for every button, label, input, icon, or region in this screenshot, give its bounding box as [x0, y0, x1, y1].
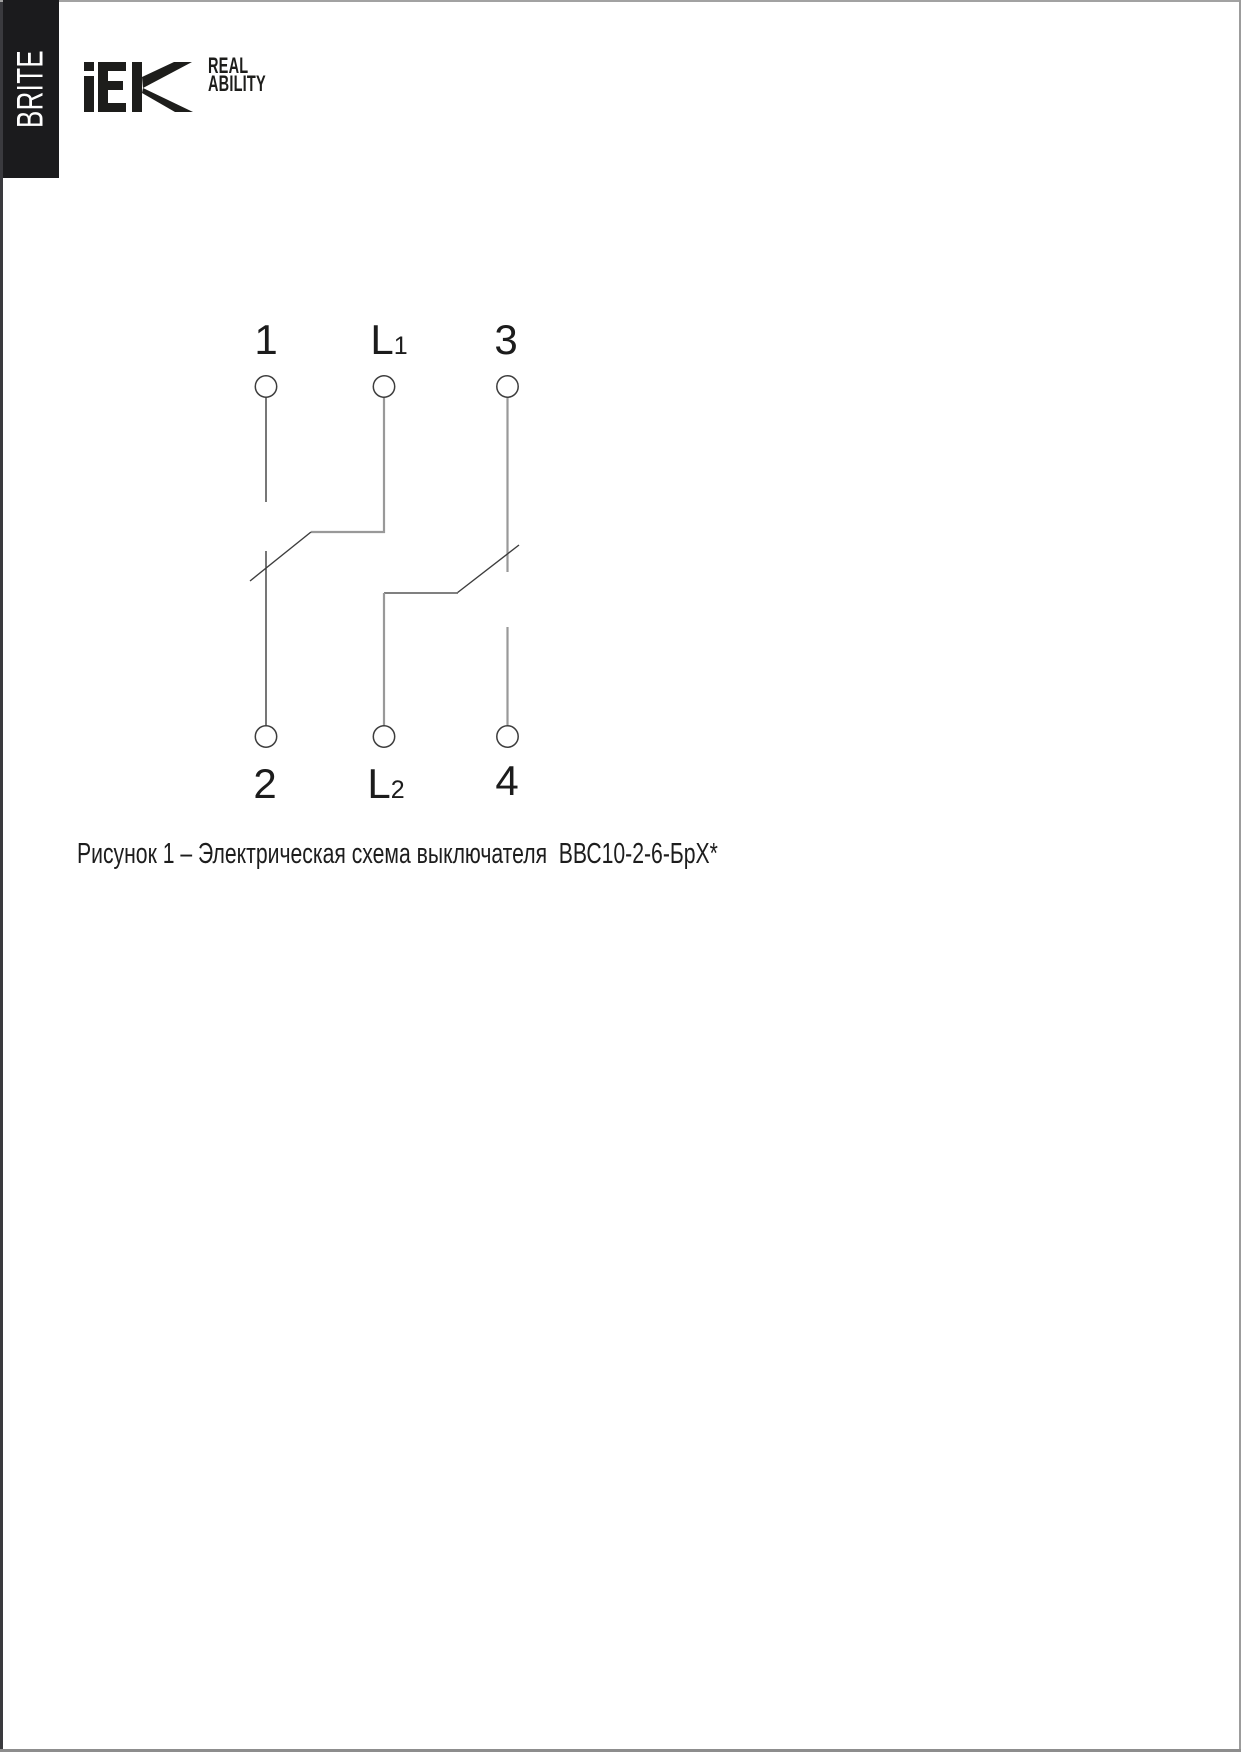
terminal-circle	[497, 726, 518, 747]
terminal-label-1: 1	[254, 316, 278, 363]
terminal-label-4: 4	[495, 757, 519, 804]
brite-label: BRITE	[10, 49, 51, 129]
figure-caption: Рисунок 1 – Электрическая схема выключателя ВВС10-2-6-БрХ*	[77, 838, 718, 870]
terminal-circle	[255, 376, 276, 397]
terminal-circle	[497, 376, 518, 397]
terminal-circle	[255, 726, 276, 747]
wire-segment	[250, 532, 311, 581]
terminal-circle	[373, 376, 394, 397]
terminal-label-2: 2	[253, 760, 277, 807]
brand-tagline-line2: ABILITY	[208, 71, 266, 96]
terminal-label-3: 3	[494, 316, 518, 363]
wire-segment	[457, 545, 519, 593]
terminal-label-l2: L2	[367, 760, 405, 807]
terminal-circle	[373, 726, 394, 747]
brand-tagline-line1: REAL	[208, 53, 249, 78]
terminal-label-l1: L1	[370, 316, 408, 363]
